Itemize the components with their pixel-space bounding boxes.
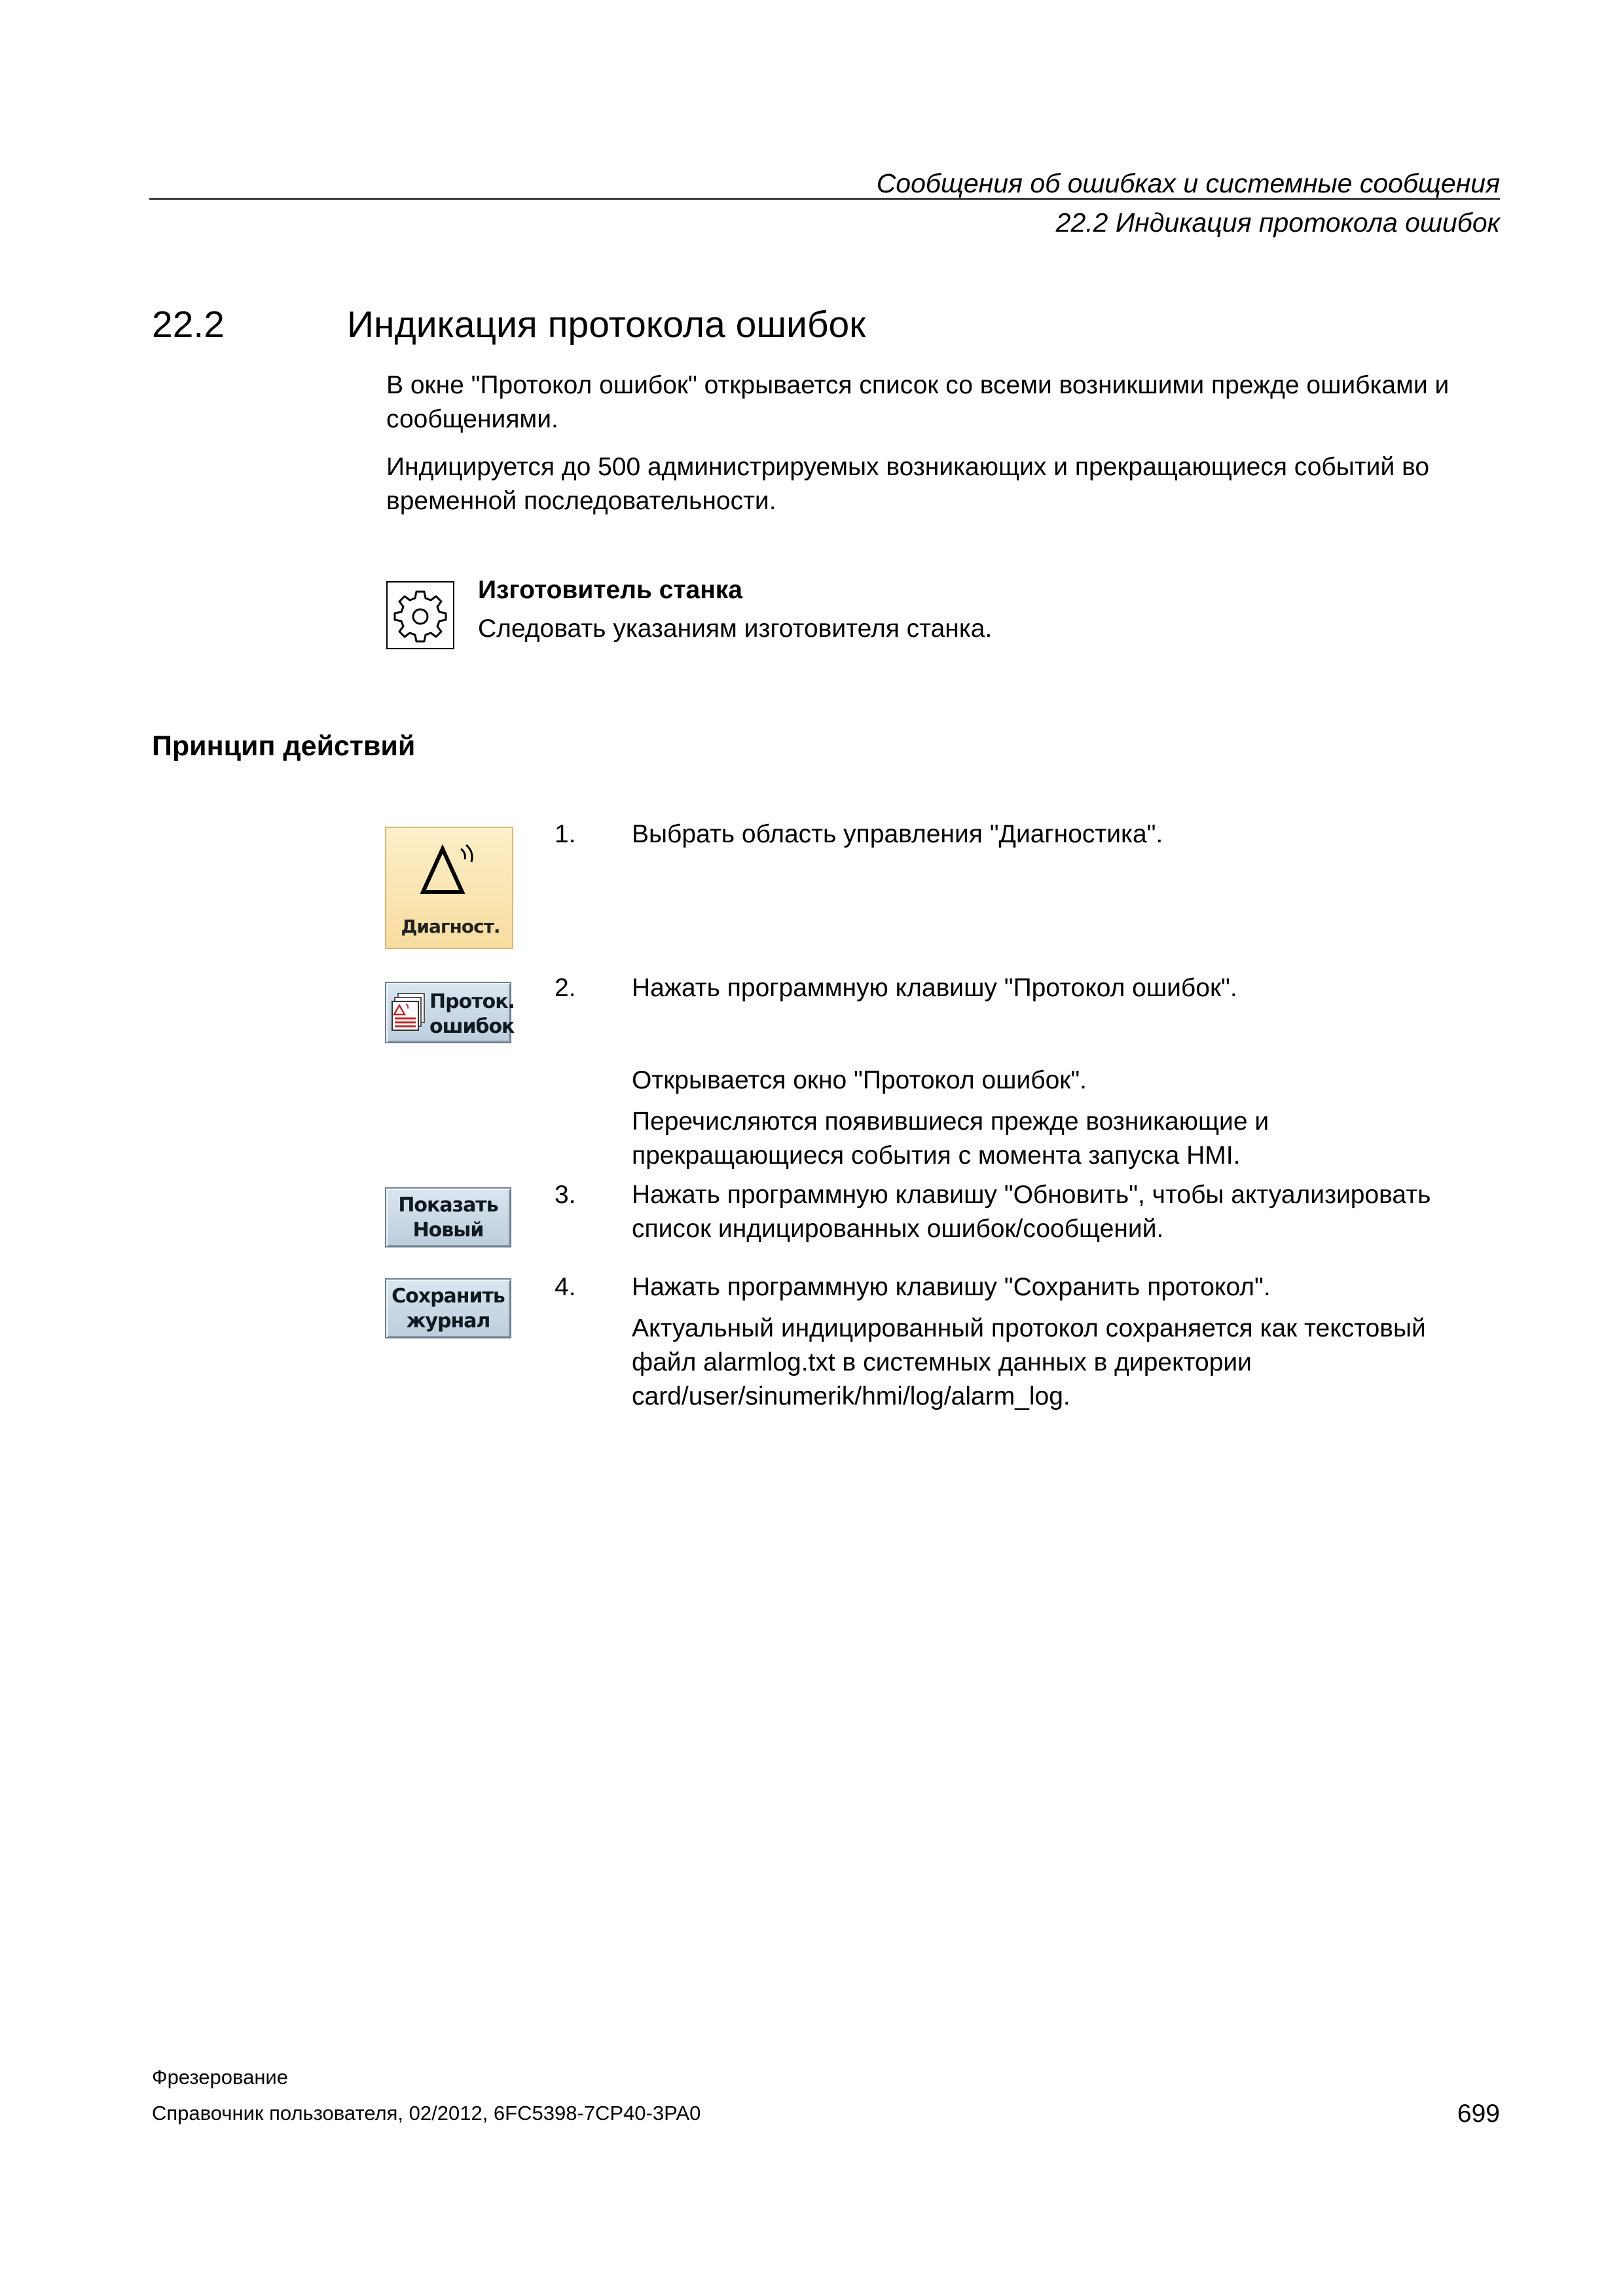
diagnostics-softkey-label: Диагност. (401, 916, 500, 937)
header-section: 22.2 Индикация протокола ошибок (1055, 207, 1500, 238)
alarm-log-softkey-line2: ошибок (429, 1015, 515, 1038)
gear-icon (386, 581, 454, 649)
step-3-text: Нажать программную клавишу "Обновить", чтобы актуализировать список индицированных ошибок/сообщений. (632, 1181, 1431, 1243)
step-4-result: Актуальный индицированный протокол сохраняется как текстовый файл alarmlog.txt в системных данных в директории card/user/sinumerik/hmi/log/alarm_log. (632, 1314, 1426, 1410)
header-chapter: Сообщения об ошибках и системные сообщения (876, 168, 1500, 198)
note-text: Следовать указаниям изготовителя станка. (478, 615, 993, 643)
show-new-softkey-line1: Показать (398, 1194, 498, 1217)
step-4-number: 4. (555, 1273, 576, 1301)
header-rule (149, 198, 1500, 200)
procedure-heading: Принцип действий (152, 730, 416, 762)
step-1-text: Выбрать область управления "Диагностика". (632, 820, 1163, 848)
step-2-result-listed: Перечисляются появившиеся прежде возникающие и прекращающиеся события с момента запуска HMI. (632, 1107, 1269, 1170)
alarm-log-softkey-line1: Проток. (429, 990, 515, 1013)
alarm-log-icon (392, 992, 428, 1033)
show-new-softkey[interactable] (385, 1187, 511, 1247)
diagnostics-softkey[interactable] (385, 827, 513, 949)
footer-manual: Справочник пользователя, 02/2012, 6FC5398-7CP40-3PA0 (152, 2102, 701, 2125)
save-log-softkey-line2: журнал (406, 1310, 490, 1333)
step-1-number: 1. (555, 820, 576, 848)
step-2-result-opens: Открывается окно "Протокол ошибок". (632, 1066, 1087, 1094)
step-2-number: 2. (555, 974, 576, 1002)
note-title: Изготовитель станка (478, 576, 742, 604)
step-4-text: Нажать программную клавишу "Сохранить протокол". (632, 1273, 1271, 1301)
warning-triangle-icon (420, 842, 483, 900)
save-log-softkey-line1: Сохранить (392, 1285, 505, 1308)
alarm-log-softkey[interactable] (385, 982, 515, 1043)
intro-paragraph-2: Индицируется до 500 администрируемых возникающих и прекращающиеся событий во временной последовательности. (386, 453, 1430, 515)
step-2-text: Нажать программную клавишу "Протокол ошибок". (632, 974, 1237, 1002)
page-number: 699 (1457, 2100, 1500, 2128)
intro-paragraph-1: В окне "Протокол ошибок" открывается список со всеми возникшими прежде ошибками и сообщениями. (386, 371, 1450, 433)
section-number: 22.2 (152, 304, 225, 346)
save-log-softkey[interactable] (385, 1278, 511, 1338)
footer-title: Фрезерование (152, 2066, 288, 2089)
section-title: Индикация протокола ошибок (347, 304, 866, 346)
step-3-number: 3. (555, 1181, 576, 1209)
show-new-softkey-line2: Новый (412, 1219, 484, 1242)
